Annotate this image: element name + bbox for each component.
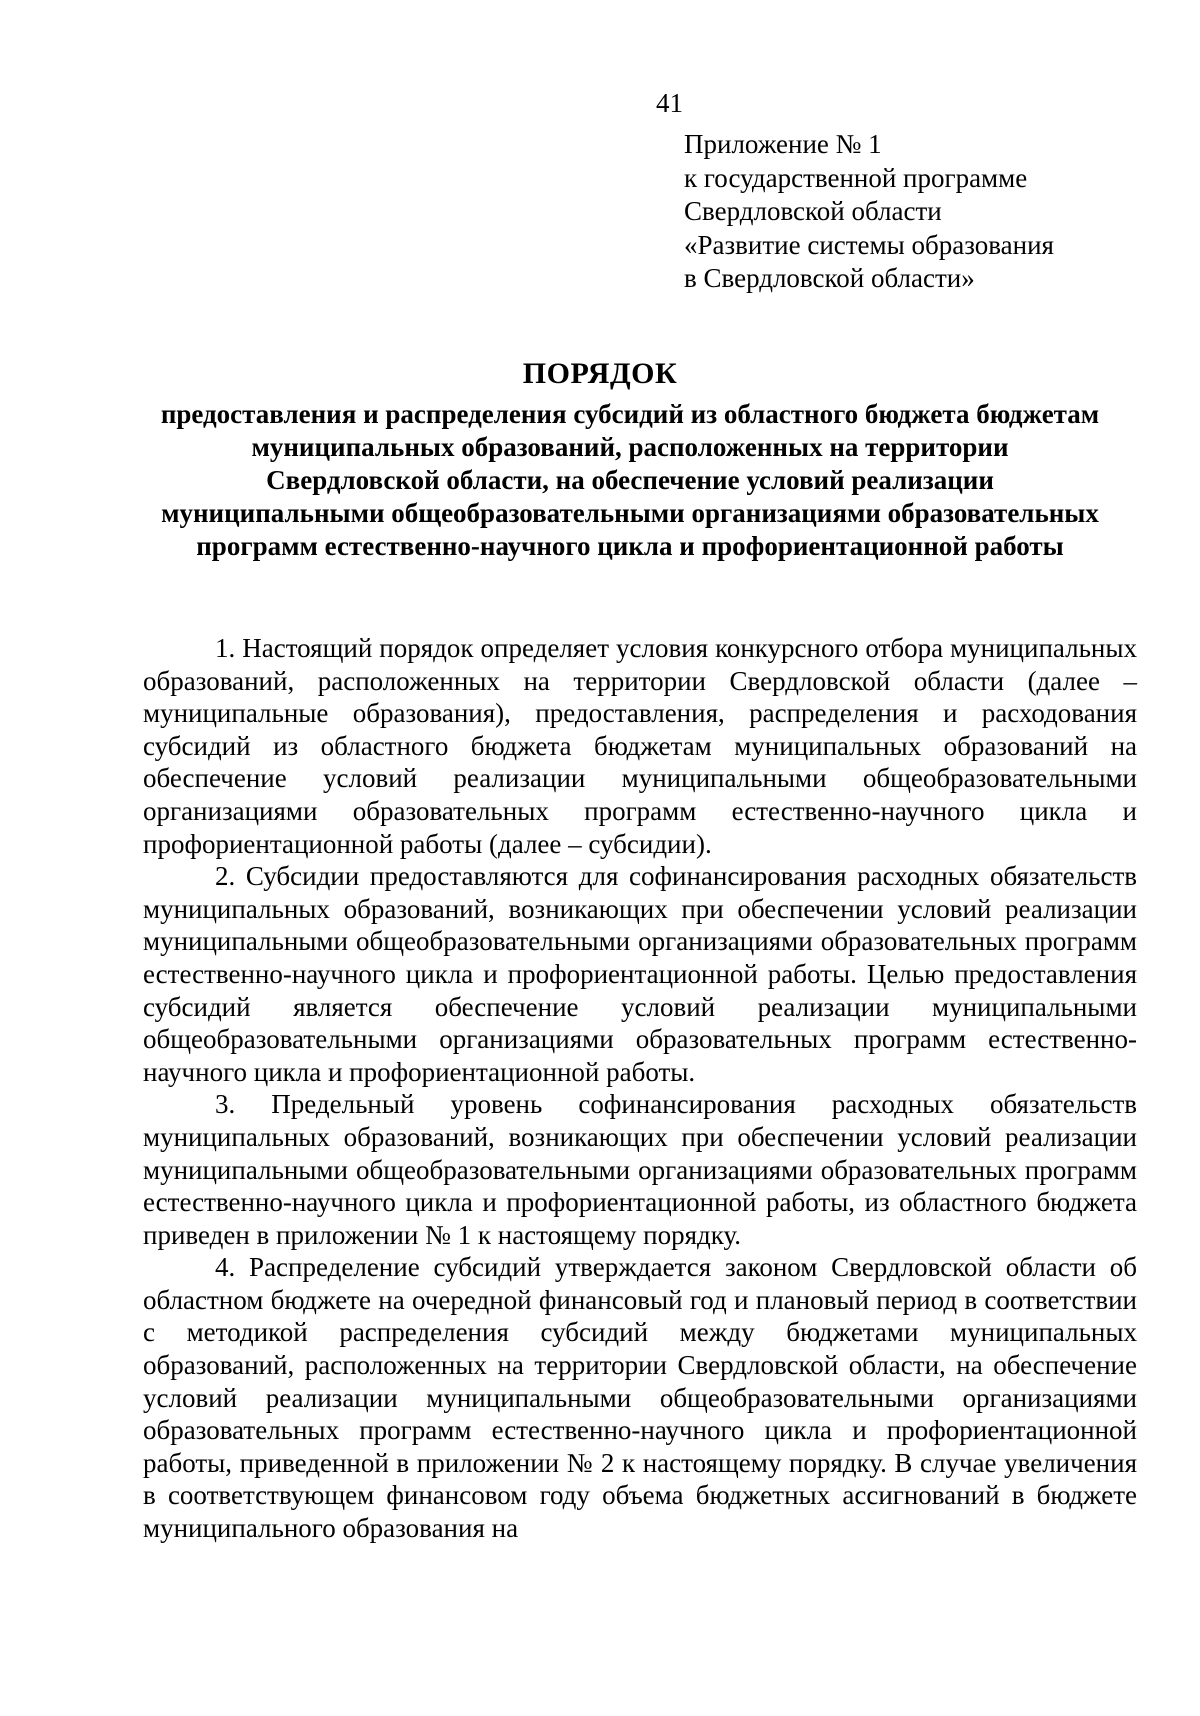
appendix-line: Свердловской области bbox=[684, 196, 942, 226]
document-body bbox=[143, 632, 1137, 1545]
subtitle-line: программ естественно-научного цикла и профориентационной работы bbox=[196, 531, 1064, 561]
document-title: ПОРЯДОК bbox=[522, 357, 678, 390]
subtitle-line: муниципальными общеобразовательными организациями образовательных bbox=[161, 498, 1099, 528]
subtitle-line: Свердловской области, на обеспечение условий реализации bbox=[266, 465, 994, 495]
appendix-line: «Развитие системы образования bbox=[684, 229, 1054, 260]
subtitle-line: муниципальных образований, расположенных на территории bbox=[251, 432, 1009, 462]
subtitle-line: предоставления и распределения субсидий из областного бюджета бюджетам bbox=[160, 399, 1100, 429]
appendix-line: в Свердловской области» bbox=[684, 263, 975, 293]
appendix-reference bbox=[684, 128, 1144, 296]
page-number: 41 bbox=[656, 88, 683, 118]
paragraph-1: 1. Настоящий порядок определяет условия конкурсного отбора муниципальных образований, расположенных на территории Свердловской области (далее – муниципальные образования), предоставления, распределения и расходования субсидий из областного бюджета бюджетам муниципальных образований на обеспечение условий реализации муниципальными общеобразовательными организациями образовательных программ естественно-научного цикла и профориентационной работы (далее – субсидии). bbox=[143, 633, 1137, 859]
paragraph-3: 3. Предельный уровень софинансирования расходных обязательств муниципальных образований, возникающих при обеспечении условий реализации муниципальными общеобразовательными организациями образовательных программ естественно-научного цикла и профориентационной работы, из областного бюджета приведен в приложении № 1 к настоящему порядку. bbox=[143, 1089, 1137, 1250]
paragraph-2: 2. Субсидии предоставляются для софинансирования расходных обязательств муниципальных образований, возникающих при обеспечении условий реализации муниципальными общеобразовательными организациями образовательных программ естественно-научного цикла и профориентационной работы. Целью предоставления субсидий является обеспечение условий реализации муниципальными общеобразовательными организациями образовательных программ естественно-научного цикла и профориентационной работы. bbox=[143, 861, 1137, 1087]
appendix-line: Приложение № 1 bbox=[684, 129, 882, 159]
document-subtitle bbox=[140, 398, 1120, 563]
appendix-line: к государственной программе bbox=[684, 162, 1028, 193]
paragraph-4: 4. Распределение субсидий утверждается законом Свердловской области об областном бюджете на очередной финансовый год и плановый период в соответствии с методикой распределения субсидий между бюджетами муниципальных образований, расположенных на территории Свердловской области, на обеспечение условий реализации муниципальными общеобразовательными организациями образовательных программ естественно-научного цикла и профориентационной работы, приведенной в приложении № 2 к настоящему порядку. В случае увеличения в соответствующем финансовом году объема бюджетных ассигнований в бюджете муниципального образования на bbox=[143, 1252, 1137, 1544]
